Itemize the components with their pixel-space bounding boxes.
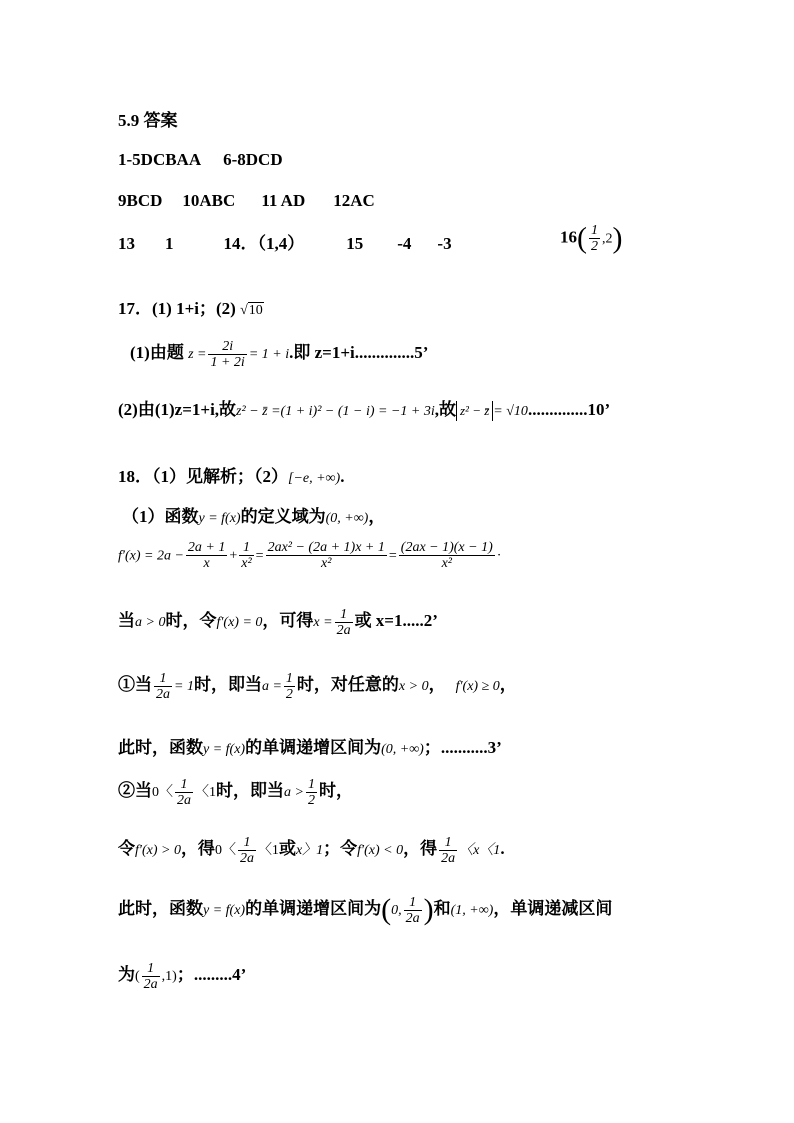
answers-row-1 — [118, 150, 283, 170]
answer-1-5: 1-5DCBAA — [118, 150, 202, 169]
case-2-intervals: 此时，函数y = f(x)的单调递增区间为(0, $\frac{1}{2a}$ )和(1, +∞)，单调递减区间 — [118, 893, 613, 927]
answer-13-label: 13 — [118, 234, 135, 253]
answer-16: 16( $\frac{1}{2}$ ,2) — [560, 221, 623, 255]
critical-points: 当a > 0时，令f′(x) = 0，可得x = $\frac{1}{2a}$ 或 x=1.....2’ — [118, 606, 438, 638]
case-2: ②当0〈 $\frac{1}{2a}$ 〈1时，即当a > $\frac{1}{2}$ 时， — [118, 776, 353, 808]
case-2-decreasing-interval: 为( $\frac{1}{2a}$ ,1)；.........4’ — [118, 960, 247, 992]
answer-16-label: 16 — [560, 227, 577, 247]
answers-row-3 — [118, 229, 452, 254]
answer-9: 9BCD — [118, 191, 163, 210]
answer-13-value: 1 — [165, 234, 174, 253]
problem-17-step-2: (2)由(1)z=1+i,故z² − z̄ =(1 + i)² − (1 − i) = −1 + 3i,故 z² − z̄ = √10..............10’ — [118, 395, 610, 421]
answer-15-b: -3 — [437, 234, 452, 253]
case-2-sign-analysis: 令f′(x) > 0，得0〈 $\frac{1}{2a}$ 〈1或x〉1；令f′(x) < 0，得 $\frac{1}{2a}$ 〈x〈1. — [118, 834, 505, 866]
answer-11: 11 AD — [261, 191, 306, 210]
answer-15-a: -4 — [397, 234, 412, 253]
case-1-result: 此时，函数y = f(x)的单调递增区间为(0, +∞)；...........3’ — [118, 738, 502, 757]
answer-14: 14．（1,4） — [223, 234, 305, 253]
problem-17-step-1: (1)由题 z = $\frac{2i}{1 + 2i}$ = 1 + i.即 z=1+i..............5’ — [130, 338, 429, 370]
answer-15-label: 15 — [346, 234, 364, 253]
problem-18-domain: （1）函数y = f(x)的定义域为(0, +∞)， — [122, 507, 386, 526]
answers-row-2 — [118, 191, 375, 211]
sqrt-10: √10 — [240, 303, 263, 318]
modulus-expression: z² − z̄ — [456, 401, 493, 421]
page-title: 5.9 答案 — [118, 111, 178, 130]
answer-10: 10ABC — [182, 191, 236, 210]
problem-18-header: 18．（1）见解析；（2）[−e, +∞). — [118, 467, 345, 486]
answer-16-fraction: $\frac{1}{2}$ — [591, 223, 598, 254]
answer-range: [−e, +∞) — [288, 471, 341, 486]
answer-6-8: 6-8DCD — [223, 150, 283, 169]
answer-12: 12AC — [333, 191, 375, 210]
problem-17-header: 17．(1) 1+i；(2) √10 — [118, 299, 263, 318]
fraction-2i-over-1-plus-2i: $\frac{2i}{1 + 2i}$ — [210, 338, 245, 370]
derivative-formula: f′(x) = 2a − $\frac{2a + 1}{x}$ + $\frac{1}{\text{x²}}$ = $\frac{\text{2ax² − (2a + 1)x + 1}}{\text{x²}}$ = $\frac{(2ax - 1)(x - 1)}{\text{x²}}$ · — [118, 540, 502, 571]
case-1: ①当 $\frac{1}{2a}$ = 1时，即当a = $\frac{1}{2}$ 时，对任意的x > 0， f′(x) ≥ 0， — [118, 670, 517, 702]
